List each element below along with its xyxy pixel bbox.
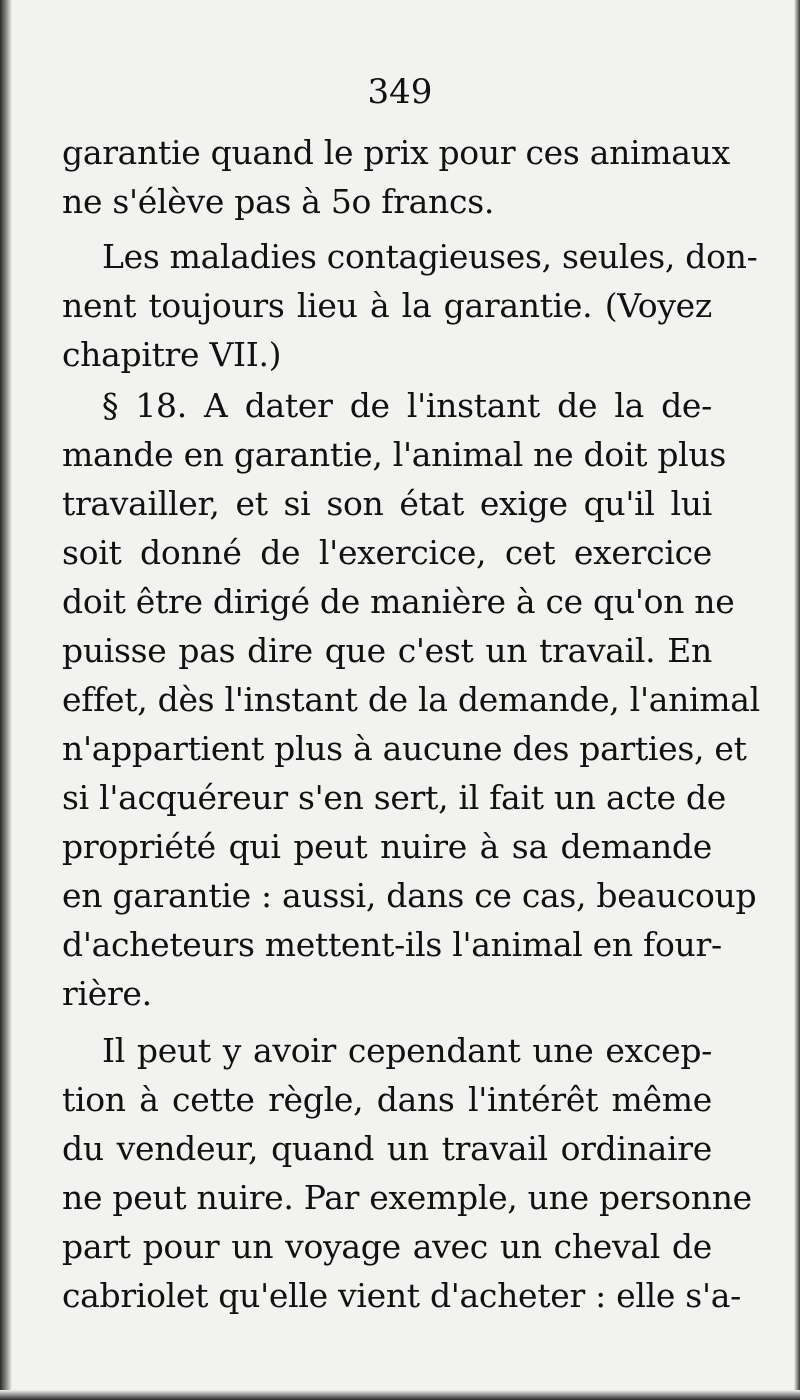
text-line: garantie quand le prix pour ces animaux	[62, 133, 730, 172]
text-line: part pour un voyage avec un cheval de	[62, 1227, 712, 1266]
text-line: Il peut y avoir cependant une excep-	[102, 1031, 712, 1070]
text-line: n'appartient plus à aucune des parties, et	[62, 729, 747, 768]
text-line: chapitre VII.)	[62, 335, 282, 374]
page-number: 349	[367, 72, 433, 112]
page-edge-shadow-bottom	[0, 1390, 800, 1400]
page-edge-shadow-left	[0, 0, 12, 1400]
text-line: Les maladies contagieuses, seules, don-	[102, 237, 758, 276]
text-line: puisse pas dire que c'est un travail. En	[62, 631, 712, 670]
text-line: d'acheteurs mettent-ils l'animal en four-	[62, 925, 722, 964]
text-line: rière.	[62, 974, 152, 1013]
text-line: en garantie : aussi, dans ce cas, beaucoup	[62, 876, 757, 915]
text-line: si l'acquéreur s'en sert, il fait un acte de	[62, 778, 726, 817]
text-line: ne s'élève pas à 5o francs.	[62, 182, 495, 221]
text-line: propriété qui peut nuire à sa demande	[62, 827, 712, 866]
text-line: travailler, et si son état exige qu'il lui	[62, 484, 712, 523]
text-line: soit donné de l'exercice, cet exercice	[62, 533, 712, 572]
text-line: § 18. A dater de l'instant de la de-	[102, 386, 712, 425]
text-line: du vendeur, quand un travail ordinaire	[62, 1129, 712, 1168]
text-line: tion à cette règle, dans l'intérêt même	[62, 1080, 712, 1119]
text-line: nent toujours lieu à la garantie. (Voyez	[62, 286, 712, 325]
text-line: ne peut nuire. Par exemple, une personne	[62, 1178, 752, 1217]
text-line: cabriolet qu'elle vient d'acheter : elle s'a-	[62, 1276, 741, 1315]
text-line: doit être dirigé de manière à ce qu'on ne	[62, 582, 735, 621]
text-line: mande en garantie, l'animal ne doit plus	[62, 435, 727, 474]
page-edge-shadow-right	[794, 0, 800, 1400]
body-text	[62, 128, 760, 1320]
text-line: effet, dès l'instant de la demande, l'animal	[62, 680, 760, 719]
